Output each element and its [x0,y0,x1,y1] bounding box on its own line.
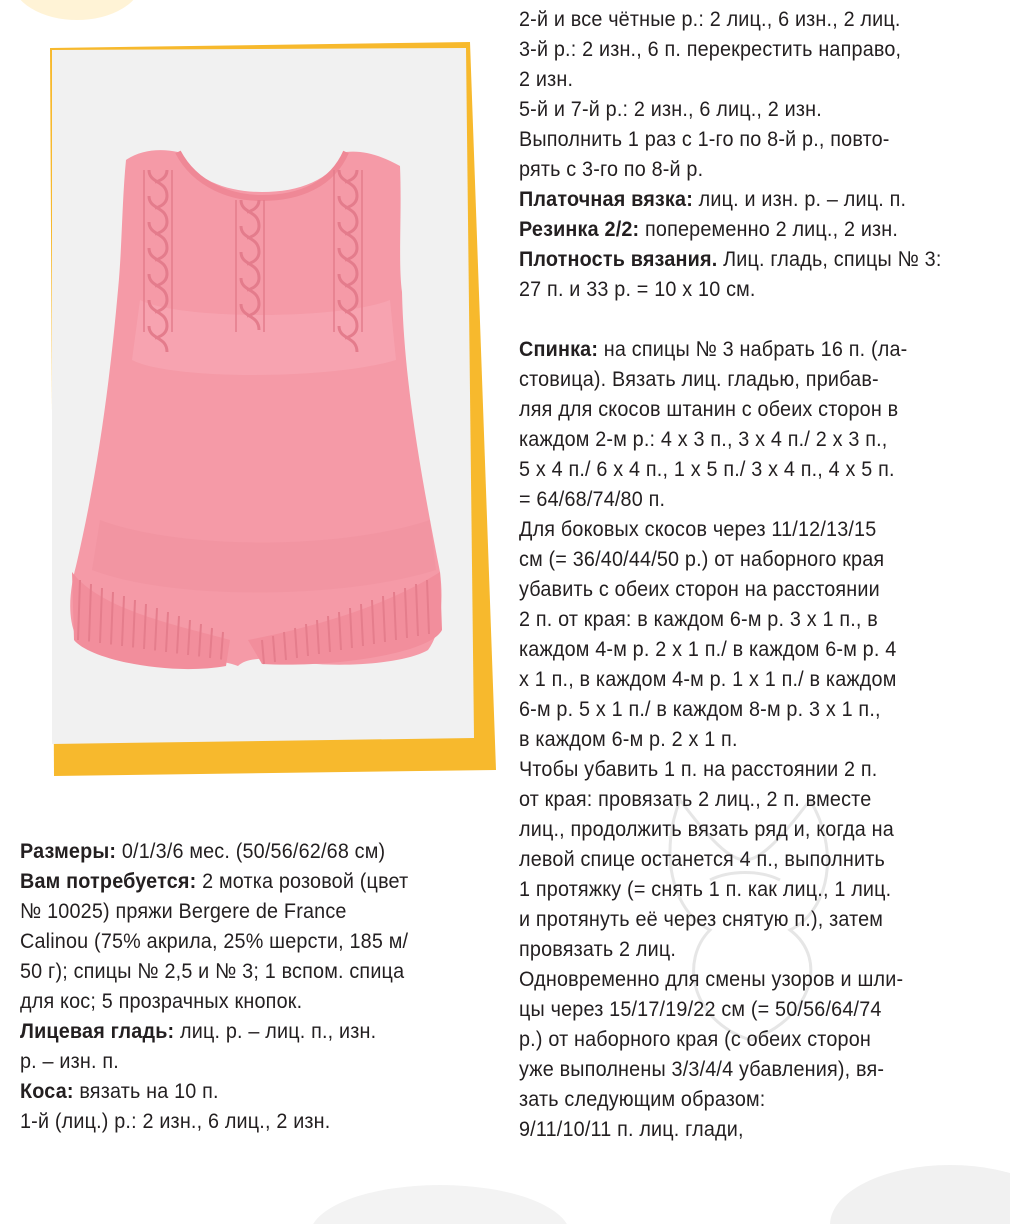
text-line: 2 изн. [519,67,574,91]
text-line [519,244,986,274]
text-line: зать следующим образом: [519,1087,766,1111]
text-line: в каждом 6-м р. 2 х 1 п. [519,727,738,751]
text-line: Для боковых скосов через 11/12/13/15 [519,517,877,541]
text-line: 2 п. от края: в каждом 6-м р. 3 х 1 п., в [519,607,878,631]
text-line [519,214,986,244]
text-line: 1 протяжку (= снять 1 п. как лиц., 1 лиц. [519,877,892,901]
text-line: убавить с обеих сторон на расстоянии [519,577,880,601]
text-fragment: лиц. р. – лиц. п., изн. [174,1019,377,1043]
text-fragment: на спицы № 3 набрать 16 п. (ла- [598,337,908,361]
text-line: от края: провязать 2 лиц., 2 п. вместе [519,787,872,811]
text-line [20,866,480,896]
text-line: Выполнить 1 раз с 1-го по 8-й р., повто- [519,127,890,151]
instructions-left-column [20,836,480,1136]
text-line: ляя для скосов штанин с обеих сторон в [519,397,899,421]
text-line: и протянуть её через снятую п.), затем [519,907,884,931]
text-line: 27 п. и 33 р. = 10 х 10 см. [519,277,756,301]
text-line: = 64/68/74/80 п. [519,487,666,511]
instructions-right-column [519,4,986,1144]
text-line: 6-м р. 5 х 1 п./ в каждом 8-м р. 3 х 1 п., [519,697,881,721]
text-line: Одновременно для смены узоров и шли- [519,967,904,991]
text-line: каждом 4-м р. 2 х 1 п./ в каждом 6-м р. 4 [519,637,897,661]
text-line: провязать 2 лиц. [519,937,677,961]
text-fragment: Лиц. гладь, спицы № 3: [717,247,942,271]
text-line: см (= 36/40/44/50 р.) от наборного края [519,547,885,571]
text-line [20,1016,480,1046]
term-cable: Коса: [20,1079,74,1103]
text-line: р.) от наборного края (с обеих сторон [519,1027,872,1051]
text-fragment: попеременно 2 лиц., 2 изн. [639,217,899,241]
text-fragment: лиц. и изн. р. – лиц. п. [692,187,907,211]
romper-illustration [0,0,500,800]
text-line: 3-й р.: 2 изн., 6 п. перекрестить направо, [519,37,902,61]
term-ribbing: Резинка 2/2: [519,217,640,241]
text-line: 50 г); спицы № 2,5 и № 3; 1 вспом. спица [20,959,405,983]
text-line: цы через 15/17/19/22 см (= 50/56/64/74 [519,997,882,1021]
term-materials: Вам потребуется: [20,869,197,893]
text-line: 5-й и 7-й р.: 2 изн., 6 лиц., 2 изн. [519,97,822,121]
text-line: 5 х 4 п./ 6 х 4 п., 1 х 5 п./ 3 х 4 п., 4 х 5 п. [519,457,895,481]
term-back: Спинка: [519,337,599,361]
text-line: для кос; 5 прозрачных кнопок. [20,989,303,1013]
text-line: р. – изн. п. [20,1049,119,1073]
text-line: уже выполнены 3/3/4/4 убавления), вя- [519,1057,885,1081]
text-line: Calinou (75% акрила, 25% шерсти, 185 м/ [20,929,409,953]
text-line: № 10025) пряжи Bergere de France [20,899,347,923]
term-handkerchief-stitch: Платочная вязка: [519,187,693,211]
text-line [20,1076,480,1106]
text-line: 1-й (лиц.) р.: 2 изн., 6 лиц., 2 изн. [20,1109,331,1133]
text-line: стовица). Вязать лиц. гладью, прибав- [519,367,879,391]
paragraph-gap [519,304,986,334]
text-fragment: 2 мотка розовой (цвет [196,869,409,893]
bottom-decoration [310,1165,1010,1224]
text-line: 9/11/10/11 п. лиц. глади, [519,1117,744,1141]
term-gauge: Плотность вязания. [519,247,718,271]
text-line: рять с 3-го по 8-й р. [519,157,704,181]
text-fragment: 0/1/3/6 мес. (50/56/62/68 см) [116,839,386,863]
text-line [519,184,986,214]
text-line: 2-й и все чётные р.: 2 лиц., 6 изн., 2 лиц. [519,7,901,31]
text-line [519,334,986,364]
product-photo [0,0,500,800]
term-sizes: Размеры: [20,839,117,863]
text-line: х 1 п., в каждом 4-м р. 1 х 1 п./ в каждом [519,667,897,691]
text-line: каждом 2-м р.: 4 х 3 п., 3 х 4 п./ 2 х 3 п., [519,427,888,451]
text-line: левой спице останется 4 п., выполнить [519,847,885,871]
text-fragment: вязать на 10 п. [73,1079,219,1103]
text-line: лиц., продолжить вязать ряд и, когда на [519,817,894,841]
term-stockinette: Лицевая гладь: [20,1019,175,1043]
text-line: Чтобы убавить 1 п. на расстоянии 2 п. [519,757,878,781]
text-line [20,836,480,866]
